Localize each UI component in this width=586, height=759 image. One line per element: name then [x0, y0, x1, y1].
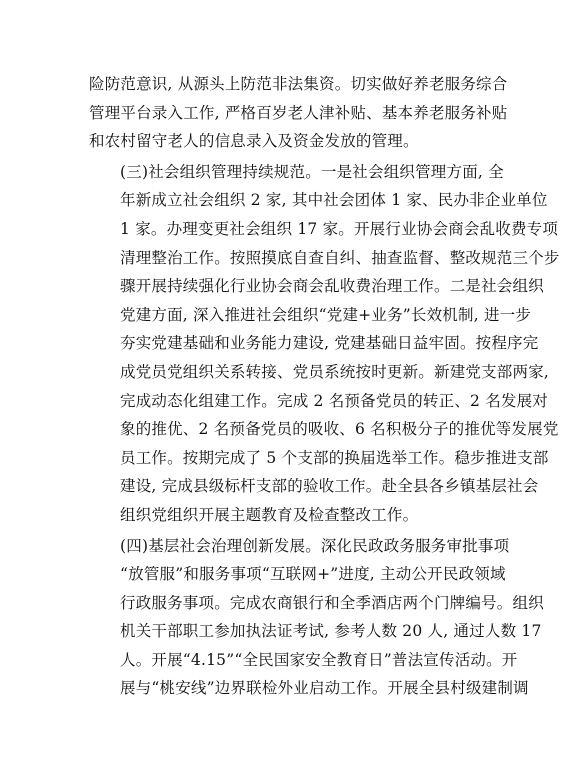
text-line: 成党员党组织关系转接、党员系统按时更新。新建党支部两家,	[120, 362, 550, 381]
text-line: 人。开展“4.15”“全民国家安全教育日”普法宣传活动。开	[120, 650, 518, 669]
text-line: 夯实党建基础和业务能力建设, 党建基础日益牢固。按程序完	[120, 334, 539, 353]
text-line: 清理整治工作。按照摸底自查自纠、抽查监督、整改规范三个步	[120, 248, 560, 267]
text-line: 党建方面, 深入推进社会组织“党建+业务”长效机制, 进一步	[120, 305, 532, 324]
text-line: 1 家。办理变更社会组织 17 家。开展行业协会商会乱收费专项	[120, 219, 559, 238]
text-line: 管理平台录入工作, 严格百岁老人津补贴、基本养老服务补贴	[89, 103, 508, 122]
text-line: 骤开展持续强化行业协会商会乱收费治理工作。二是社会组织	[120, 277, 544, 296]
paragraph	[89, 532, 544, 704]
text-line: 年新成立社会组织 2 家, 其中社会团体 1 家、民办非企业单位	[120, 191, 548, 210]
text-line: (四)基层社会治理创新发展。深化民政政务服务审批事项	[120, 536, 510, 555]
paragraph	[89, 70, 508, 156]
text-line: 象的推优、2 名预备党员的吸收、6 名积极分子的推优等发展党	[120, 420, 559, 439]
text-line: 完成动态化组建工作。完成 2 名预备党员的转正、2 名发展对	[120, 391, 549, 410]
document-body	[89, 70, 560, 703]
text-line: 机关干部职工参加执法证考试, 参考人数 20 人, 通过人数 17	[120, 622, 542, 641]
text-line: 险防范意识, 从源头上防范非法集资。切实做好养老服务综合	[89, 75, 508, 93]
text-line: 和农村留守老人的信息录入及资金发放的管理。	[89, 132, 419, 151]
text-line: (三)社会组织管理持续规范。一是社会组织管理方面, 全	[120, 162, 504, 181]
text-line: 展与“桃安线”边界联检外业启动工作。开展全县村级建制调	[120, 679, 529, 698]
paragraph	[89, 158, 560, 530]
text-line: 行政服务事项。完成农商银行和全季酒店两个门牌编号。组织	[120, 593, 544, 612]
text-line: 员工作。按期完成了 5 个支部的换届选举工作。稳步推进支部	[120, 448, 549, 467]
text-line: 组织党组织开展主题教育及检查整改工作。	[120, 505, 419, 524]
text-line: “放管服”和服务事项“互联网+”进度, 主动公开民政领域	[120, 565, 506, 584]
text-line: 建设, 完成县级标杆支部的验收工作。赴全县各乡镇基层社会	[120, 477, 539, 496]
